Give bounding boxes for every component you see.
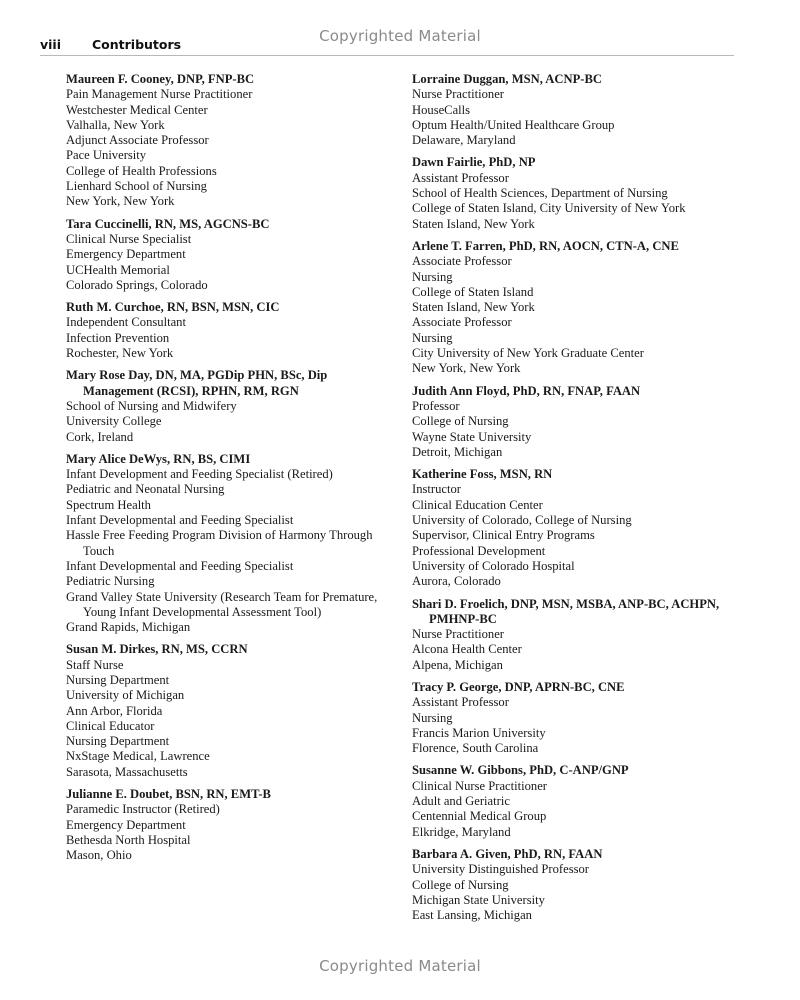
contributor-affiliation-line: Alpena, Michigan	[412, 657, 503, 672]
contributor-affiliation-line: Mason, Ohio	[66, 848, 132, 863]
contributor-entry	[412, 597, 740, 673]
contributor-affiliation-line: Colorado Springs, Colorado	[66, 277, 208, 292]
contributor-affiliation-line: Detroit, Michigan	[412, 444, 503, 459]
contributor-affiliation-line: Associate Professor	[412, 254, 512, 269]
contributor-affiliation-line: Emergency Department	[66, 247, 186, 262]
section-title: Contributors	[92, 37, 182, 52]
contributor-name: Maureen F. Cooney, DNP, FNP-BC	[66, 72, 255, 86]
contributor-affiliation-line: Cork, Ireland	[66, 429, 134, 444]
contributor-affiliation-line: Associate Professor	[412, 315, 512, 330]
contributor-name: Ruth M. Curchoe, RN, BSN, MSN, CIC	[66, 300, 280, 315]
contributor-affiliation-line: Francis Marion University	[412, 725, 546, 740]
contributor-name: Tracy P. George, DNP, APRN-BC, CNE	[412, 679, 625, 694]
contributor-affiliation-line: Infant Developmental and Feeding Specialist	[66, 558, 294, 573]
contributor-affiliation-line: UCHealth Memorial	[66, 262, 170, 277]
contributor-affiliation-line: Elkridge, Maryland	[412, 824, 511, 839]
contributor-affiliation-line: Delaware, Maryland	[412, 133, 516, 148]
page-number: viii	[40, 37, 62, 52]
contributor-name: Susanne W. Gibbons, PhD, C-ANP/GNP	[412, 763, 629, 778]
contributors-column-left	[66, 72, 386, 871]
contributor-affiliation-line: Emergency Department	[66, 817, 186, 832]
contributor-affiliation-line: Clinical Nurse Specialist	[66, 231, 192, 246]
contributor-name: Barbara A. Given, PhD, RN, FAAN	[412, 846, 603, 861]
contributor-affiliation-line: NxStage Medical, Lawrence	[66, 749, 210, 764]
contributor-entry	[412, 155, 740, 231]
contributor-affiliation-line: Infant Development and Feeding Specialist (Retired)	[66, 467, 333, 482]
contributor-affiliation-line: Infant Developmental and Feeding Specialist	[66, 513, 294, 528]
contributor-entry	[412, 72, 740, 148]
contributor-affiliation-line: New York, New York	[66, 194, 175, 209]
contributor-affiliation-line: College of Nursing	[412, 414, 509, 429]
contributor-affiliation-line: Ann Arbor, Florida	[66, 703, 163, 718]
contributor-affiliation-line: Clinical Education Center	[412, 497, 543, 512]
contributor-affiliation-line: University of Michigan	[66, 688, 185, 703]
contributor-affiliation-line: Staff Nurse	[66, 657, 124, 672]
contributor-affiliation-line: College of Staten Island, City University of New York	[412, 201, 686, 216]
contributor-affiliation-line: Grand Valley State University (Research Team for Premature, Young Infant Developmental Assessment Tool)	[66, 589, 378, 619]
contributor-affiliation-line: Alcona Health Center	[412, 642, 522, 657]
contributor-affiliation-line: Professional Development	[412, 543, 546, 558]
contributor-affiliation-line: Nurse Practitioner	[412, 87, 504, 102]
contributor-affiliation-line: Bethesda North Hospital	[66, 832, 191, 847]
contributor-entry	[412, 847, 740, 923]
contributor-affiliation-line: Nursing	[412, 269, 453, 284]
contributor-affiliation-line: Infection Prevention	[66, 330, 170, 345]
contributor-affiliation-line: School of Nursing and Midwifery	[66, 398, 237, 413]
contributor-name: Katherine Foss, MSN, RN	[412, 467, 553, 482]
contributor-entry	[412, 680, 740, 756]
contributor-affiliation-line: Florence, South Carolina	[412, 741, 539, 756]
contributor-affiliation-line: Nursing Department	[66, 672, 170, 687]
contributor-affiliation-line: Adjunct Associate Professor	[66, 133, 209, 148]
contributor-affiliation-line: Pediatric and Neonatal Nursing	[66, 482, 225, 497]
contributor-affiliation-line: School of Health Sciences, Department of Nursing	[412, 186, 668, 201]
contributor-affiliation-line: Assistant Professor	[412, 170, 509, 185]
contributor-affiliation-line: Paramedic Instructor (Retired)	[66, 802, 220, 817]
contributor-affiliation-line: College of Staten Island	[412, 284, 534, 299]
contributor-affiliation-line: HouseCalls	[412, 102, 471, 117]
contributor-affiliation-line: Pain Management Nurse Practitioner	[66, 87, 253, 102]
contributor-affiliation-line: Nursing Department	[66, 734, 170, 749]
contributor-affiliation-line: Instructor	[412, 482, 461, 497]
contributor-name: Lorraine Duggan, MSN, ACNP-BC	[412, 72, 602, 86]
header-rule	[40, 55, 734, 56]
contributor-entry	[66, 217, 386, 293]
contributor-entry	[412, 467, 740, 589]
contributor-name: Susan M. Dirkes, RN, MS, CCRN	[66, 642, 248, 657]
contributor-entry	[66, 368, 386, 444]
contributor-name: Mary Alice DeWys, RN, BS, CIMI	[66, 451, 251, 466]
contributor-affiliation-line: University College	[66, 414, 162, 429]
contributor-affiliation-line: Assistant Professor	[412, 695, 509, 710]
watermark-bottom: Copyrighted Material	[319, 957, 481, 975]
contributor-name: Judith Ann Floyd, PhD, RN, FNAP, FAAN	[412, 383, 641, 398]
contributor-entry	[412, 239, 740, 377]
contributor-entry	[66, 642, 386, 780]
contributor-affiliation-line: College of Health Professions	[66, 163, 217, 178]
contributor-affiliation-line: Michigan State University	[412, 892, 545, 907]
contributor-entry	[66, 787, 386, 863]
contributor-affiliation-line: Nursing	[412, 710, 453, 725]
contributor-affiliation-line: Nursing	[412, 330, 453, 345]
contributor-affiliation-line: Professor	[412, 398, 460, 413]
contributor-affiliation-line: University of Colorado, College of Nursing	[412, 513, 632, 528]
contributor-affiliation-line: Staten Island, New York	[412, 216, 535, 231]
contributor-affiliation-line: Valhalla, New York	[66, 117, 165, 132]
contributors-column-right	[412, 72, 740, 930]
contributor-affiliation-line: Optum Health/United Healthcare Group	[412, 117, 615, 132]
contributor-affiliation-line: Centennial Medical Group	[412, 809, 547, 824]
contributor-name: Shari D. Froelich, DNP, MSN, MSBA, ANP-BC, ACHPN, PMHNP-BC	[412, 596, 720, 626]
contributor-affiliation-line: City University of New York Graduate Center	[412, 346, 644, 361]
contributor-affiliation-line: Clinical Educator	[66, 718, 155, 733]
contributor-affiliation-line: Wayne State University	[412, 429, 532, 444]
contributor-affiliation-line: Rochester, New York	[66, 346, 174, 361]
contributor-name: Arlene T. Farren, PhD, RN, AOCN, CTN-A, CNE	[412, 238, 679, 253]
contributor-entry	[412, 384, 740, 460]
contributor-entry	[66, 452, 386, 636]
contributor-affiliation-line: University of Colorado Hospital	[412, 558, 575, 573]
contributor-affiliation-line: Adult and Geriatric	[412, 794, 510, 809]
contributor-affiliation-line: College of Nursing	[412, 877, 509, 892]
contributor-affiliation-line: Spectrum Health	[66, 497, 151, 512]
contributor-name: Tara Cuccinelli, RN, MS, AGCNS-BC	[66, 216, 270, 231]
contributor-affiliation-line: University Distinguished Professor	[412, 862, 590, 877]
contributor-affiliation-line: Aurora, Colorado	[412, 574, 501, 589]
contributor-name: Mary Rose Day, DN, MA, PGDip PHN, BSc, Dip Management (RCSI), RPHN, RM, RGN	[66, 368, 328, 398]
contributor-affiliation-line: Clinical Nurse Practitioner	[412, 778, 547, 793]
contributor-affiliation-line: Hassle Free Feeding Program Division of Harmony Through Touch	[66, 528, 373, 558]
contributor-affiliation-line: Grand Rapids, Michigan	[66, 620, 191, 635]
contributor-affiliation-line: Westchester Medical Center	[66, 102, 208, 117]
contributor-affiliation-line: Lienhard School of Nursing	[66, 179, 207, 194]
contributor-affiliation-line: Pediatric Nursing	[66, 574, 155, 589]
contributor-affiliation-line: Sarasota, Massachusetts	[66, 764, 188, 779]
running-head	[40, 37, 734, 55]
contributor-name: Dawn Fairlie, PhD, NP	[412, 155, 536, 170]
contributor-affiliation-line: Staten Island, New York	[412, 300, 535, 315]
contributor-affiliation-line: Supervisor, Clinical Entry Programs	[412, 528, 595, 543]
contributor-entry	[412, 763, 740, 839]
contributor-name: Julianne E. Doubet, BSN, RN, EMT-B	[66, 787, 271, 802]
contributor-affiliation-line: Nurse Practitioner	[412, 627, 504, 642]
contributor-entry	[66, 300, 386, 361]
contributor-affiliation-line: East Lansing, Michigan	[412, 908, 532, 923]
watermark-top: Copyrighted Material	[319, 27, 481, 45]
contributor-affiliation-line: Independent Consultant	[66, 315, 186, 330]
contributor-affiliation-line: Pace University	[66, 148, 147, 163]
contributor-entry	[66, 72, 386, 210]
contributor-affiliation-line: New York, New York	[412, 361, 521, 376]
